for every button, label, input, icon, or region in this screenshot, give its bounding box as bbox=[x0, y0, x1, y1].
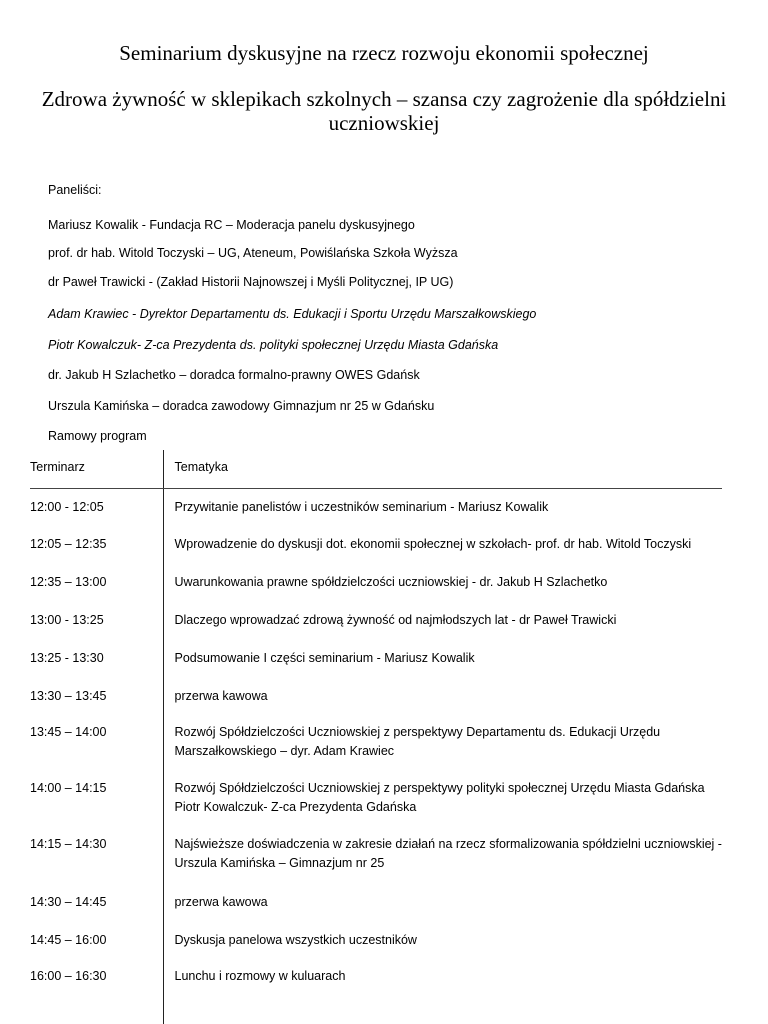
program-label: Ramowy program bbox=[48, 429, 147, 443]
row-time: 16:00 – 16:30 bbox=[30, 969, 107, 983]
panelists-label: Paneliści: bbox=[48, 183, 102, 197]
row-topic: Dyskusja panelowa wszystkich uczestników bbox=[163, 922, 722, 960]
row-topic: Rozwój Spółdzielczości Uczniowskiej z perspektywy polityki społecznej Urzędu Miasta Gdańska Piotr Kowalczuk- Z-ca Prezydenta Gdańska bbox=[163, 772, 722, 828]
table-row bbox=[30, 640, 722, 678]
page-title: Seminarium dyskusyjne na rzecz rozwoju ekonomii społecznej bbox=[119, 41, 649, 65]
schedule-table bbox=[30, 450, 722, 1024]
table-row bbox=[30, 960, 722, 1024]
panelist-item: prof. dr hab. Witold Toczyski – UG, Ateneum, Powiślańska Szkoła Wyższa bbox=[48, 246, 458, 260]
table-row bbox=[30, 602, 722, 640]
row-time: 13:25 - 13:30 bbox=[30, 651, 104, 665]
row-topic: Wprowadzenie do dyskusji dot. ekonomii społecznej w szkołach- prof. dr hab. Witold Toczyski bbox=[163, 526, 722, 564]
row-topic: Dlaczego wprowadzać zdrową żywność od najmłodszych lat - dr Paweł Trawicki bbox=[163, 602, 722, 640]
row-topic: Podsumowanie I części seminarium - Mariusz Kowalik bbox=[163, 640, 722, 678]
panelist-item: Urszula Kamińska – doradca zawodowy Gimnazjum nr 25 w Gdańsku bbox=[48, 399, 435, 413]
table-row bbox=[30, 884, 722, 922]
table-row bbox=[30, 526, 722, 564]
row-topic: Lunchu i rozmowy w kuluarach bbox=[163, 960, 722, 1024]
table-header-row bbox=[30, 450, 722, 488]
row-topic: Przywitanie panelistów i uczestników seminarium - Mariusz Kowalik bbox=[163, 488, 722, 526]
panelist-item: Mariusz Kowalik - Fundacja RC – Moderacja panelu dyskusyjnego bbox=[48, 218, 415, 232]
row-time: 12:35 – 13:00 bbox=[30, 575, 107, 589]
row-time: 14:15 – 14:30 bbox=[30, 837, 107, 851]
table-row bbox=[30, 678, 722, 716]
table-row bbox=[30, 828, 722, 884]
row-time: 12:00 - 12:05 bbox=[30, 499, 104, 514]
panelist-item: Adam Krawiec - Dyrektor Departamentu ds. Edukacji i Sportu Urzędu Marszałkowskiego bbox=[48, 307, 537, 321]
table-row bbox=[30, 772, 722, 828]
row-time: 14:00 – 14:15 bbox=[30, 781, 107, 795]
column-header-time: Terminarz bbox=[30, 450, 163, 488]
row-time: 14:45 – 16:00 bbox=[30, 933, 107, 947]
row-topic: Najświeższe doświadczenia w zakresie działań na rzecz sformalizowania spółdzielni uczniowskiej - Urszula Kamińska – Gimnazjum nr 25 bbox=[163, 828, 722, 884]
panelist-item: dr. Jakub H Szlachetko – doradca formalno-prawny OWES Gdańsk bbox=[48, 368, 420, 382]
row-time: 14:30 – 14:45 bbox=[30, 895, 107, 909]
row-time: 13:30 – 13:45 bbox=[30, 689, 107, 703]
table-row bbox=[30, 922, 722, 960]
page-subtitle: Zdrowa żywność w sklepikach szkolnych – szansa czy zagrożenie dla spółdzielni uczniowskiej bbox=[41, 87, 727, 135]
row-time: 12:05 – 12:35 bbox=[30, 537, 107, 551]
row-topic: przerwa kawowa bbox=[163, 678, 722, 716]
column-header-topic: Tematyka bbox=[163, 450, 722, 488]
row-time: 13:45 – 14:00 bbox=[30, 725, 107, 739]
table-row bbox=[30, 716, 722, 772]
row-time: 13:00 - 13:25 bbox=[30, 613, 104, 627]
panelist-item: dr Paweł Trawicki - (Zakład Historii Najnowszej i Myśli Politycznej, IP UG) bbox=[48, 275, 454, 289]
row-topic: Rozwój Spółdzielczości Uczniowskiej z perspektywy Departamentu ds. Edukacji Urzędu Marszałkowskiego – dyr. Adam Krawiec bbox=[163, 716, 722, 772]
row-topic: przerwa kawowa bbox=[163, 884, 722, 922]
panelist-item: Piotr Kowalczuk- Z-ca Prezydenta ds. polityki społecznej Urzędu Miasta Gdańska bbox=[48, 338, 499, 352]
row-topic: Uwarunkowania prawne spółdzielczości uczniowskiej - dr. Jakub H Szlachetko bbox=[163, 564, 722, 602]
table-row bbox=[30, 488, 722, 526]
table-row bbox=[30, 564, 722, 602]
